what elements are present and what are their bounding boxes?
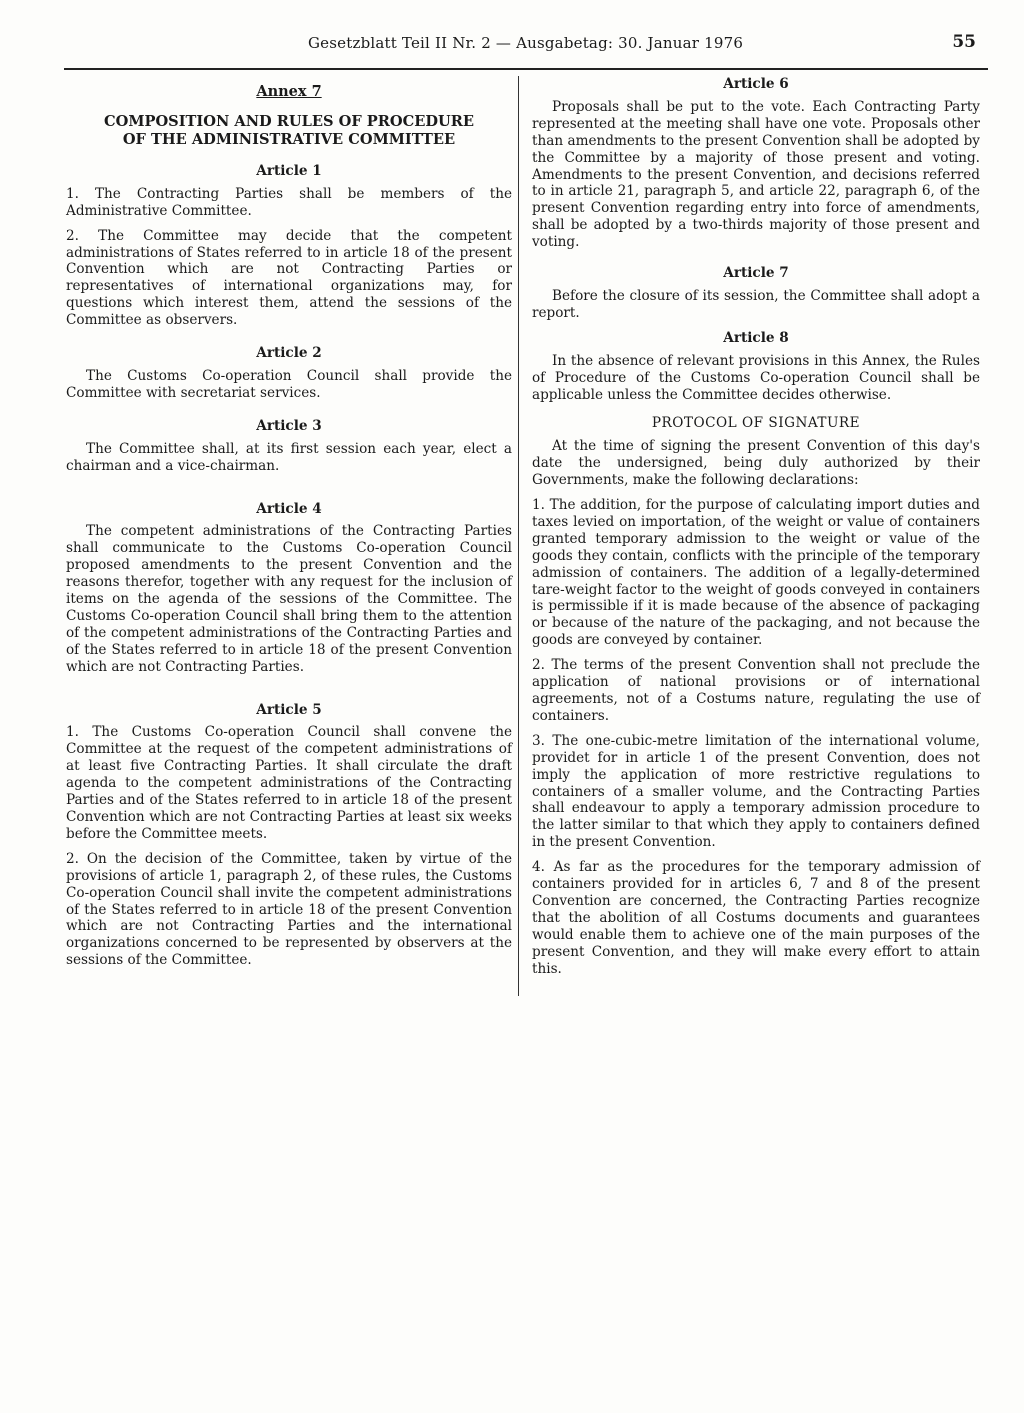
- page-header: [64, 30, 988, 66]
- article-8-paragraph: In the absence of relevant provisions in this Annex, the Rules of Procedure of the Customs Co-operation Council shall be applicable unless the Committee decides otherwise.: [532, 352, 980, 403]
- article-2-heading: Article 2: [256, 345, 322, 362]
- section-title: [66, 113, 512, 149]
- section-title-line-1: COMPOSITION AND RULES OF PROCEDURE: [104, 112, 474, 130]
- protocol-paragraph-3: 3. The one-cubic-metre limitation of the international volume, providet for in article 1 of the present Convention, does not imply the application of more restrictive regulations to containers of a smaller volume, and the Contracting Parties shall endeavour to apply a temporary admission procedure to the latter similar to that which they apply to containers defined in the present Convention.: [532, 732, 980, 851]
- article-7-paragraph: Before the closure of its session, the Committee shall adopt a report.: [532, 287, 980, 321]
- header-rule: [64, 68, 988, 70]
- article-5-heading: Article 5: [256, 701, 322, 718]
- right-column: [532, 76, 980, 986]
- section-title-line-2: OF THE ADMINISTRATIVE COMMITTEE: [122, 130, 456, 148]
- page-number: 55: [952, 32, 976, 52]
- column-divider: [518, 76, 519, 996]
- article-2-paragraph: The Customs Co-operation Council shall provide the Committee with secretariat services.: [66, 367, 512, 401]
- article-3-paragraph: The Committee shall, at its first session each year, elect a chairman and a vice-chairman.: [66, 440, 512, 474]
- article-4-heading: Article 4: [256, 500, 322, 517]
- article-4-paragraph: The competent administrations of the Contracting Parties shall communicate to the Customs Co-operation Council proposed amendments to the present Convention and the reasons therefor, together with any request for the inclusion of items on the agenda of the sessions of the Committee. The Customs Co-operation Council shall bring them to the attention of the competent administrations of the Contracting Parties and of the States referred to in article 18 of the present Convention which are not Contracting Parties.: [66, 523, 512, 675]
- article-1-paragraph-1: 1. The Contracting Parties shall be members of the Administrative Committee.: [66, 185, 512, 219]
- article-1-heading: Article 1: [256, 162, 322, 179]
- protocol-paragraph-2: 2. The terms of the present Convention shall not preclude the application of national provisions or of international agreements, not of a Costums nature, regulating the use of containers.: [532, 657, 980, 724]
- protocol-intro: At the time of signing the present Convention of this day's date the undersigned, being duly authorized by their Governments, make the following declarations:: [532, 438, 980, 489]
- article-8-heading: Article 8: [723, 329, 789, 346]
- gazette-header-title: Gesetzblatt Teil II Nr. 2 — Ausgabetag: 30. Januar 1976: [308, 34, 744, 52]
- article-3-heading: Article 3: [256, 417, 322, 434]
- protocol-paragraph-1: 1. The addition, for the purpose of calculating import duties and taxes levied on importation, of the weight or value of containers granted temporary admission to the weight or value of the goods they contain, conflicts with the principle of the temporary admission of containers. The addition of a legally-determined tare-weight factor to the weight of goods conveyed in containers is permissible if it is made because of the absence of packaging or because of the nature of the packaging, and not because the goods are conveyed by container.: [532, 497, 980, 649]
- article-6-heading: Article 6: [723, 76, 789, 92]
- article-6-paragraph: Proposals shall be put to the vote. Each Contracting Party represented at the meeting shall have one vote. Proposals other than amendments to the present Convention shall be adopted by the Committee by a majority of those present and voting. Amendments to the present Convention, and decisions referred to in article 21, paragraph 5, and article 22, paragraph 6, of the present Convention regarding entry into force of amendments, shall be adopted by a two-thirds majority of those present and voting.: [532, 98, 980, 251]
- article-5-paragraph-2: 2. On the decision of the Committee, taken by virtue of the provisions of article 1, paragraph 2, of these rules, the Customs Co-operation Council shall invite the competent administrations of the States referred to in article 18 of the present Convention which are not Contracting Parties and the international organizations concerned to be represented by observers at the sessions of the Committee.: [66, 850, 512, 969]
- left-column: [66, 82, 512, 977]
- protocol-paragraph-4: 4. As far as the procedures for the temporary admission of containers provided for in articles 6, 7 and 8 of the present Convention are concerned, the Contracting Parties recognize that the abolition of all Costums documents and guarantees would enable them to achieve one of the main purposes of the present Convention, and they will make every effort to attain this.: [532, 859, 980, 977]
- annex-title: Annex 7: [256, 83, 322, 100]
- article-7-heading: Article 7: [723, 265, 789, 282]
- article-1-paragraph-2: 2. The Committee may decide that the competent administrations of States referred to in article 18 of the present Convention which are not Contracting Parties or representatives of international organizations may, for questions which interest them, attend the sessions of the Committee as observers.: [66, 227, 512, 329]
- protocol-heading: PROTOCOL OF SIGNATURE: [651, 415, 861, 432]
- article-5-paragraph-1: 1. The Customs Co-operation Council shall convene the Committee at the request of the competent administrations of at least five Contracting Parties. It shall circulate the draft agenda to the competent administrations of the Contracting Parties and of the States referred to in article 18 of the present Convention which are not Contracting Parties at least six weeks before the Committee meets.: [66, 724, 512, 842]
